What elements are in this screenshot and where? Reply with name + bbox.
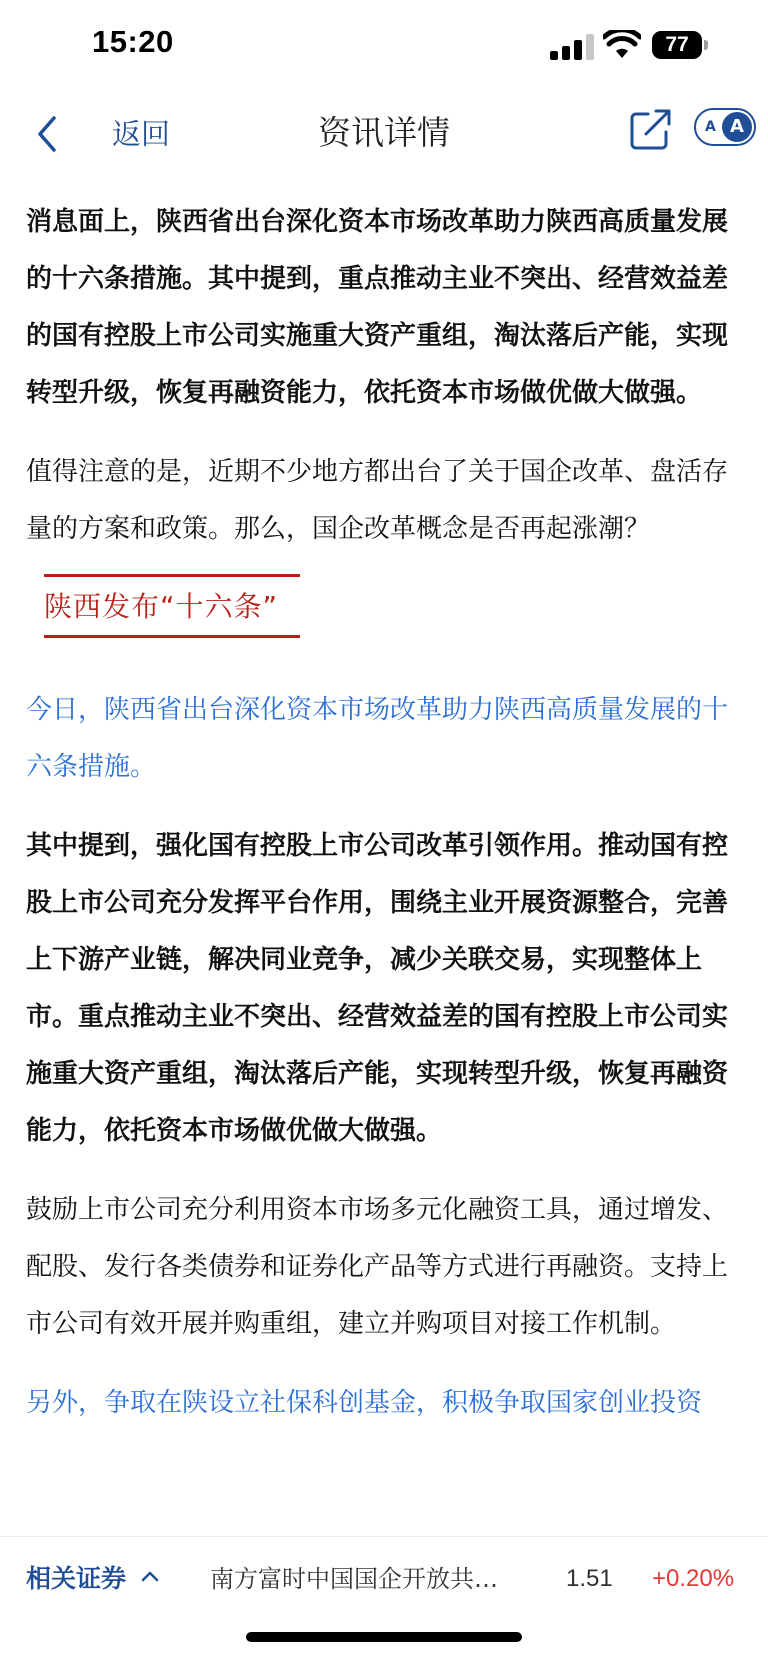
font-large-label: A bbox=[722, 112, 752, 142]
back-button[interactable]: 返回 bbox=[112, 117, 171, 151]
article-body bbox=[26, 194, 742, 1432]
article-paragraph: 值得注意的是，近期不少地方都出台了关于国企改革、盘活存量的方案和政策。那么，国企改革概念是否再起涨潮？ bbox=[26, 457, 729, 544]
status-time: 15:20 bbox=[92, 24, 174, 59]
wifi-icon bbox=[603, 30, 641, 60]
home-indicator[interactable] bbox=[246, 1632, 522, 1642]
related-securities-bar bbox=[0, 1536, 768, 1663]
scroll-fade bbox=[0, 1500, 768, 1536]
page-title: 资讯详情 bbox=[318, 113, 450, 152]
status-bar bbox=[0, 0, 768, 92]
article-link-paragraph[interactable]: 另外，争取在陕设立社保科创基金，积极争取国家创业投资 bbox=[26, 1388, 703, 1418]
related-fund-name[interactable]: 南方富时中国国企开放共… bbox=[210, 1565, 498, 1593]
share-icon[interactable] bbox=[628, 106, 674, 152]
battery-icon bbox=[652, 31, 708, 61]
article-paragraph: 其中提到，强化国有控股上市公司改革引领作用。推动国有控股上市公司充分发挥平台作用，围绕主业开展资源整合，完善上下游产业链，解决同业竞争，减少关联交易，实现整体上市。重点推动主业不突出、经营效益差的国有控股上市公司实施重大资产重组，淘汰落后产能，实现转型升级，恢复再融资能力，依托资本市场做优做大做强。 bbox=[26, 831, 729, 1146]
chevron-up-icon[interactable] bbox=[140, 1569, 160, 1583]
article-link-paragraph[interactable]: 今日，陕西省出台深化资本市场改革助力陕西高质量发展的十六条措施。 bbox=[26, 695, 729, 782]
nav-bar bbox=[0, 92, 768, 178]
related-fund-change: +0.20% bbox=[652, 1565, 735, 1592]
related-fund-price: 1.51 bbox=[566, 1565, 613, 1592]
section-heading: 陕西发布“十六条” bbox=[44, 574, 300, 638]
article-paragraph: 消息面上，陕西省出台深化资本市场改革助力陕西高质量发展的十六条措施。其中提到，重点推动主业不突出、经营效益差的国有控股上市公司实施重大资产重组，淘汰落后产能，实现转型升级，恢复再融资能力，依托资本市场做优做大做强。 bbox=[26, 207, 729, 408]
battery-level: 77 bbox=[652, 31, 702, 59]
font-small-label: A bbox=[705, 119, 716, 135]
related-securities-toggle[interactable]: 相关证券 bbox=[26, 1564, 127, 1593]
font-size-toggle[interactable] bbox=[694, 108, 756, 146]
article-paragraph: 鼓励上市公司充分利用资本市场多元化融资工具，通过增发、配股、发行各类债券和证券化产品等方式进行再融资。支持上市公司有效开展并购重组，建立并购项目对接工作机制。 bbox=[26, 1195, 729, 1339]
cellular-signal-icon bbox=[550, 34, 594, 60]
